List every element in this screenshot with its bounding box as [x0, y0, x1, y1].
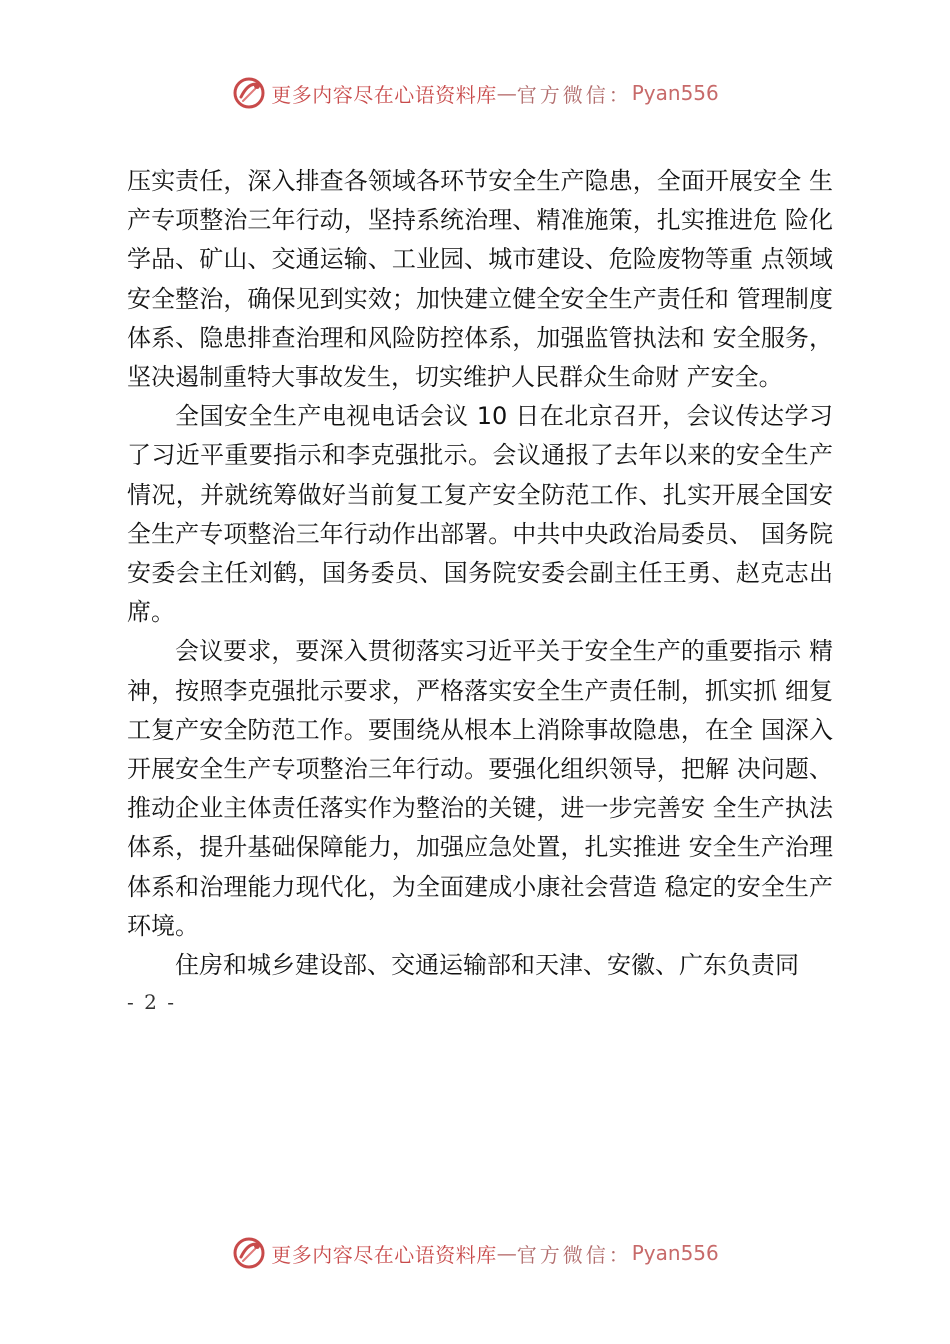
watermark-wechat-label: 官方微信：: [516, 82, 632, 107]
watermark-footer: [0, 1231, 950, 1275]
paragraph-3: 会议要求，要深入贯彻落实习近平关于安全生产的重要指示 精神，按照李克强批示要求，严格落实安全生产责任制，抓实抓 细复工复产安全防范工作。要围绕从根本上消除事故隐患，在全 国深入开展安全生产专项整治三年行动。要强化组织领导，把解 决问题、推动企业主体责任落实作为整治的关键，进一步完善安 全生产执法体系，提升基础保障能力，加强应急处置，扎实推进 安全生产治理体系和治理能力现代化，为全面建成小康社会营造 稳定的安全生产环境。: [127, 637, 833, 940]
brand-logo-icon: [231, 75, 267, 111]
brand-logo-icon: [231, 1235, 267, 1271]
page-number: - 2 -: [127, 990, 176, 1014]
watermark-separator: —: [496, 81, 517, 105]
watermark-header: [0, 71, 950, 115]
watermark-wechat-label: 官方微信：: [516, 1242, 632, 1267]
watermark-wechat-id: Pyan556: [631, 1241, 719, 1265]
watermark-separator: —: [496, 1241, 517, 1265]
paragraph-2: 全国安全生产电视电话会议 10 日在北京召开，会议传达学习了习近平重要指示和李克强批示。会议通报了去年以来的安全生产情况，并就统筹做好当前复工复产安全防范工作、扎实开展全国安全生产专项整治三年行动作出部署。中共中央政治局委员、 国务院安委会主任刘鹤，国务委员、国务院安委会副主任王勇、赵克志出席。: [127, 402, 833, 627]
document-body: [127, 162, 833, 985]
watermark-wechat-id: Pyan556: [631, 81, 719, 105]
watermark-text: 更多内容尽在心语资料库: [271, 82, 497, 107]
watermark-text: 更多内容尽在心语资料库: [271, 1242, 497, 1267]
paragraph-1: 压实责任，深入排查各领域各环节安全生产隐患，全面开展安全 生产专项整治三年行动，坚持系统治理、精准施策，扎实推进危 险化学品、矿山、交通运输、工业园、城市建设、危险废物等重 点领域安全整治，确保见到实效；加快建立健全安全生产责任和 管理制度体系、隐患排查治理和风险防控体系，加强监管执法和 安全服务，坚决遏制重特大事故发生，切实维护人民群众生命财 产安全。: [127, 167, 833, 392]
paragraph-4: 住房和城乡建设部、交通运输部和天津、安徽、广东负责同: [175, 951, 799, 980]
